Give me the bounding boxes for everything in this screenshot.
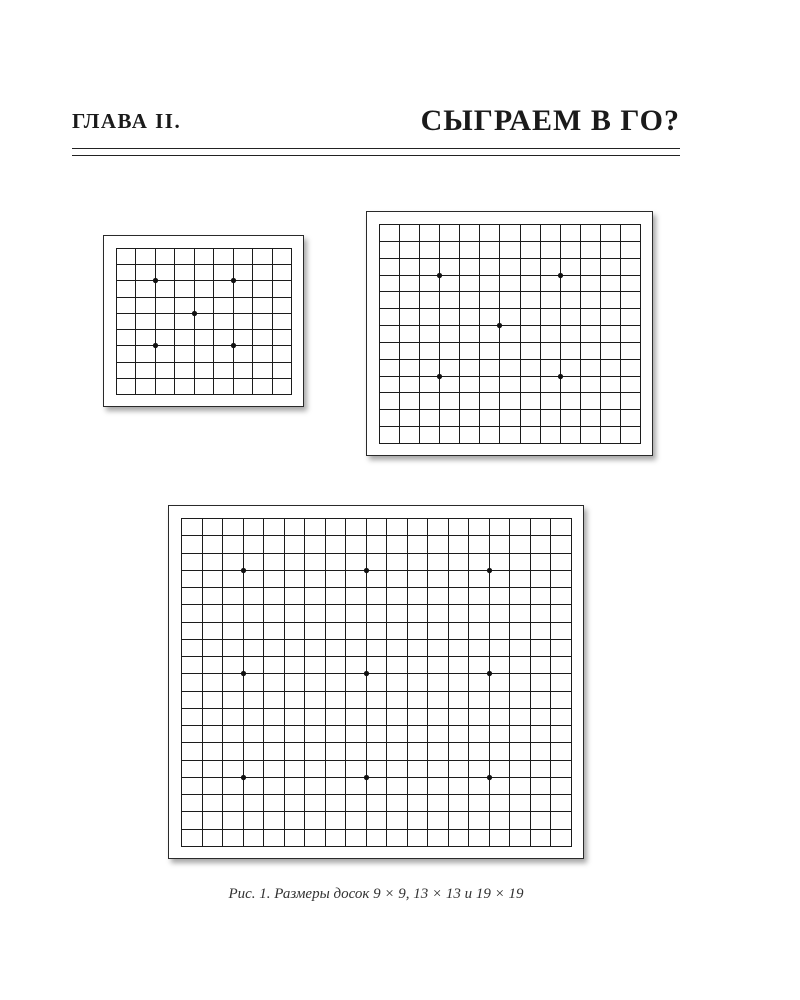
go-board-19x19 xyxy=(168,505,584,859)
star-point xyxy=(364,775,369,780)
grid-frame xyxy=(380,225,641,444)
star-point xyxy=(437,374,442,379)
board-grid xyxy=(367,212,652,455)
chapter-label: ГЛАВА II. xyxy=(72,109,182,133)
go-board-13x13 xyxy=(366,211,653,456)
board-grid xyxy=(104,236,303,406)
star-point xyxy=(153,278,158,283)
header-rule-bottom xyxy=(72,155,680,156)
star-point xyxy=(153,343,158,348)
star-point xyxy=(497,323,502,328)
star-point xyxy=(487,568,492,573)
star-point xyxy=(241,568,246,573)
running-head xyxy=(72,100,680,140)
star-point xyxy=(487,671,492,676)
star-point xyxy=(192,311,197,316)
figure-caption: Рис. 1. Размеры досок 9 × 9, 13 × 13 и 19 × 19 xyxy=(228,886,524,902)
board-grid xyxy=(169,506,583,858)
star-point xyxy=(231,343,236,348)
star-point xyxy=(241,671,246,676)
star-point xyxy=(558,273,563,278)
star-point xyxy=(487,775,492,780)
star-point xyxy=(364,568,369,573)
star-point xyxy=(231,278,236,283)
go-board-9x9 xyxy=(103,235,304,407)
chapter-title: СЫГРАЕМ В ГО? xyxy=(420,104,680,137)
star-point xyxy=(558,374,563,379)
grid-frame xyxy=(117,249,292,395)
star-point xyxy=(437,273,442,278)
header-rule-top xyxy=(72,148,680,149)
star-point xyxy=(364,671,369,676)
grid-frame xyxy=(182,519,572,847)
star-point xyxy=(241,775,246,780)
